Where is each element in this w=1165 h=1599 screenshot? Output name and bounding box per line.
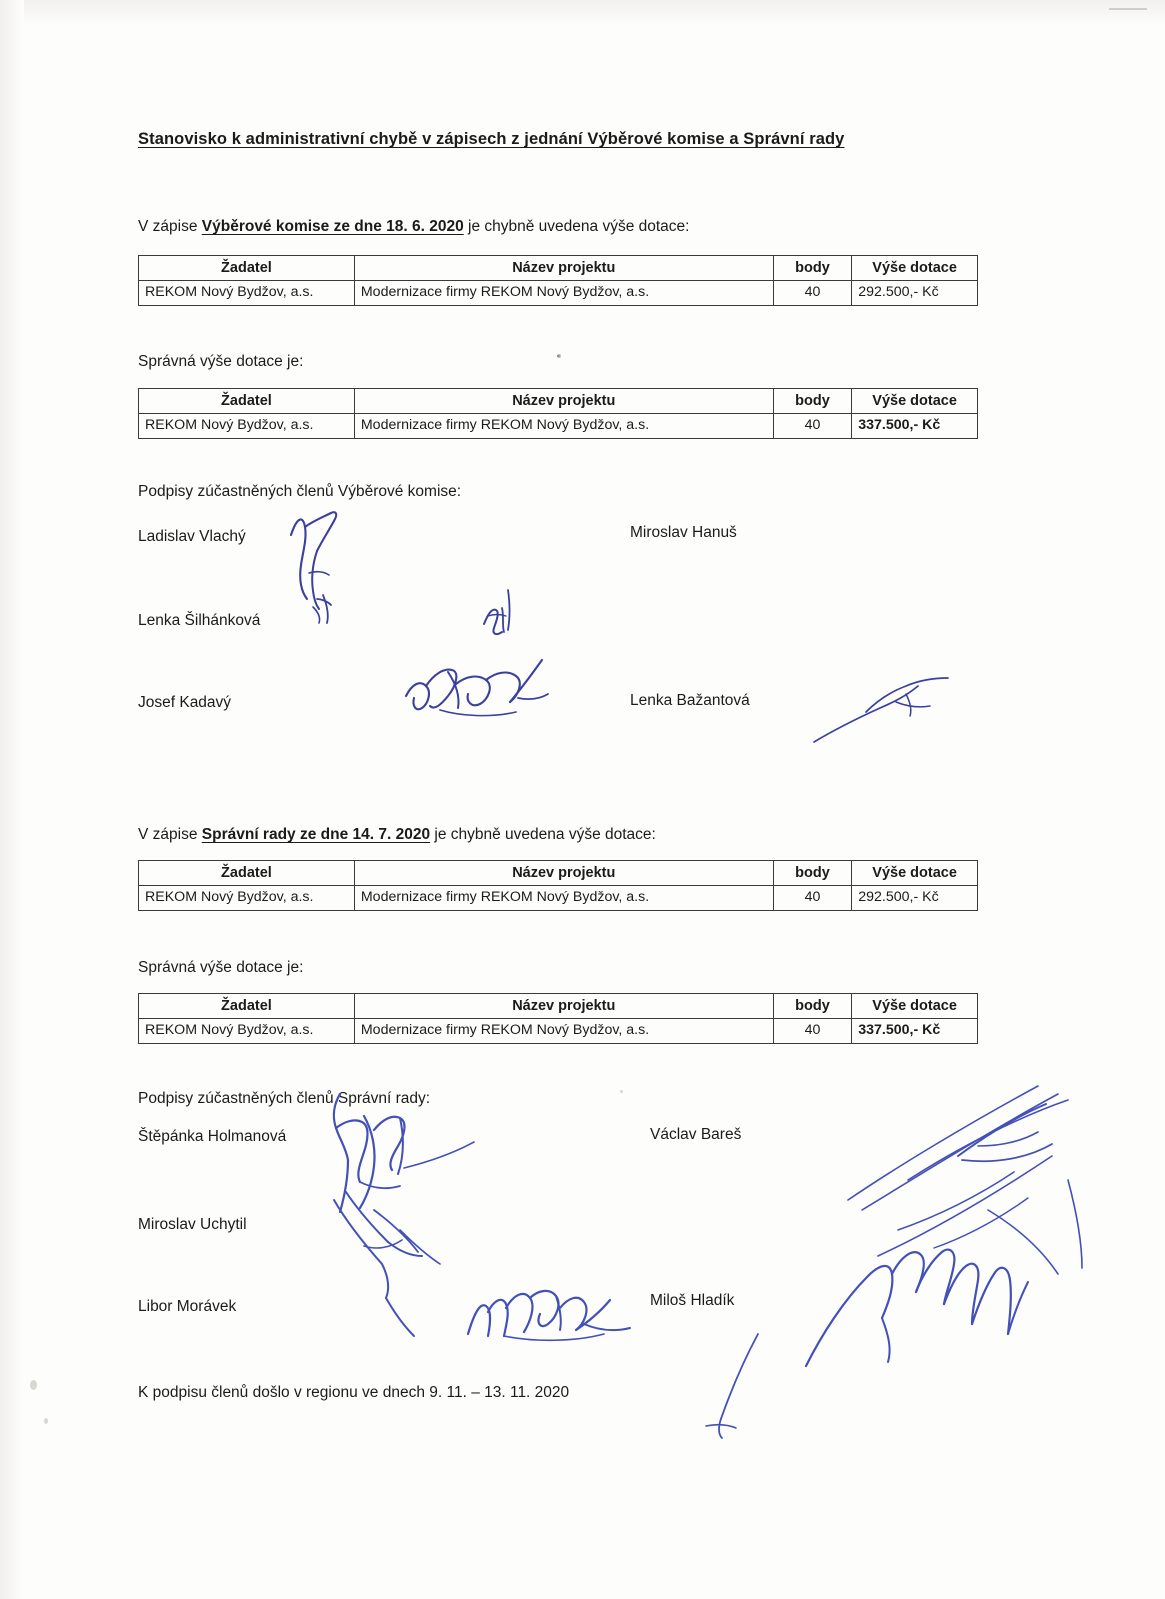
column-header-project: Název projektu [354,861,773,886]
section-one-correct-table [138,388,978,439]
cell-amount: 292.500,- Kč [852,281,978,306]
cell-amount: 337.500,- Kč [852,414,978,439]
column-header-applicant: Žadatel [139,861,355,886]
scan-speck [44,1418,48,1424]
cell-points: 40 [773,414,852,439]
section-one-signatures-heading: Podpisy zúčastněných členů Výběrové komise: [138,483,462,500]
section-one-wrong-table [138,255,978,306]
scan-artifact-mark [1109,8,1147,10]
signature-ink-moravek [464,1278,654,1348]
section-one-correct-label: Správná výše dotace je: [138,353,304,370]
signatory-name-uchytil: Miroslav Uchytil [138,1216,247,1233]
cell-applicant: REKOM Nový Bydžov, a.s. [139,414,355,439]
column-header-points: body [773,861,852,886]
table-row [139,886,978,911]
signatory-name-vlachy: Ladislav Vlachý [138,528,246,545]
scan-speck [620,1090,623,1093]
cell-project: Modernizace firmy REKOM Nový Bydžov, a.s. [354,886,773,911]
cell-amount: 337.500,- Kč [852,1019,978,1044]
footer-note: K podpisu členů došlo v regionu ve dnech 9. 11. – 13. 11. 2020 [138,1384,570,1401]
signatory-name-bazantova: Lenka Bažantová [630,692,750,709]
signatory-name-holmanova: Štěpánka Holmanová [138,1128,287,1145]
stray-ink-mark: ⁌ [556,351,562,363]
cell-amount: 292.500,- Kč [852,886,978,911]
signature-ink-bares [838,1060,1128,1290]
table-header-row [139,994,978,1019]
section-two-signatures-heading: Podpisy zúčastněných členů Správní rady: [138,1090,431,1107]
cell-project: Modernizace firmy REKOM Nový Bydžov, a.s. [354,1019,773,1044]
column-header-applicant: Žadatel [139,994,355,1019]
page-title: Stanovisko k administrativní chybě v zápisech z jednání Výběrové komise a Správní rady [138,130,845,148]
table-header-row [139,861,978,886]
column-header-amount: Výše dotace [852,256,978,281]
section-one-intro-prefix: V zápise [138,218,202,235]
table-row [139,414,978,439]
cell-points: 40 [773,281,852,306]
cell-applicant: REKOM Nový Bydžov, a.s. [139,1019,355,1044]
scan-edge-top [0,0,1165,26]
signatory-name-hanus: Miroslav Hanuš [630,524,737,541]
column-header-amount: Výše dotace [852,389,978,414]
section-two-correct-label: Správná výše dotace je: [138,959,304,976]
signatory-name-silhankova: Lenka Šilhánková [138,612,261,629]
section-two-intro-suffix: je chybně uvedena výše dotace: [430,826,656,843]
cell-project: Modernizace firmy REKOM Nový Bydžov, a.s. [354,414,773,439]
signature-ink-silhankova [478,580,548,650]
table-header-row [139,256,978,281]
column-header-points: body [773,389,852,414]
column-header-points: body [773,994,852,1019]
signatory-name-bares: Václav Bareš [650,1126,742,1143]
signatory-name-moravek: Libor Morávek [138,1298,237,1315]
section-two-correct-table [138,993,978,1044]
signature-ink-vlachy [283,495,393,635]
section-one-intro-emphasis: Výběrové komise ze dne 18. 6. 2020 [201,218,464,235]
signature-ink-kadavy [400,650,580,740]
signature-ink-hladik [796,1230,1036,1380]
section-one-intro-suffix: je chybně uvedena výše dotace: [463,218,690,235]
signature-ink-bazantova [810,672,980,752]
column-header-project: Název projektu [354,389,773,414]
cell-points: 40 [773,886,852,911]
cell-project: Modernizace firmy REKOM Nový Bydžov, a.s. [354,281,773,306]
cell-points: 40 [773,1019,852,1044]
column-header-project: Název projektu [354,994,773,1019]
column-header-points: body [773,256,852,281]
table-row [139,281,978,306]
column-header-amount: Výše dotace [852,861,978,886]
scan-speck [30,1380,37,1390]
section-one-intro [138,217,689,238]
cell-applicant: REKOM Nový Bydžov, a.s. [139,281,355,306]
signatory-name-hladik: Miloš Hladík [650,1292,735,1309]
table-header-row [139,389,978,414]
signature-ink-uchytil [328,1190,468,1350]
cell-applicant: REKOM Nový Bydžov, a.s. [139,886,355,911]
column-header-applicant: Žadatel [139,256,355,281]
scan-edge-left [0,0,24,1599]
column-header-applicant: Žadatel [139,389,355,414]
section-two-intro [138,825,656,846]
section-two-intro-emphasis: Správní rady ze dne 14. 7. 2020 [201,826,431,843]
section-two-intro-prefix: V zápise [138,826,202,843]
table-row [139,1019,978,1044]
signature-ink-tail [698,1330,778,1440]
column-header-project: Název projektu [354,256,773,281]
section-two-wrong-table [138,860,978,911]
signatory-name-kadavy: Josef Kadavý [138,694,232,711]
column-header-amount: Výše dotace [852,994,978,1019]
